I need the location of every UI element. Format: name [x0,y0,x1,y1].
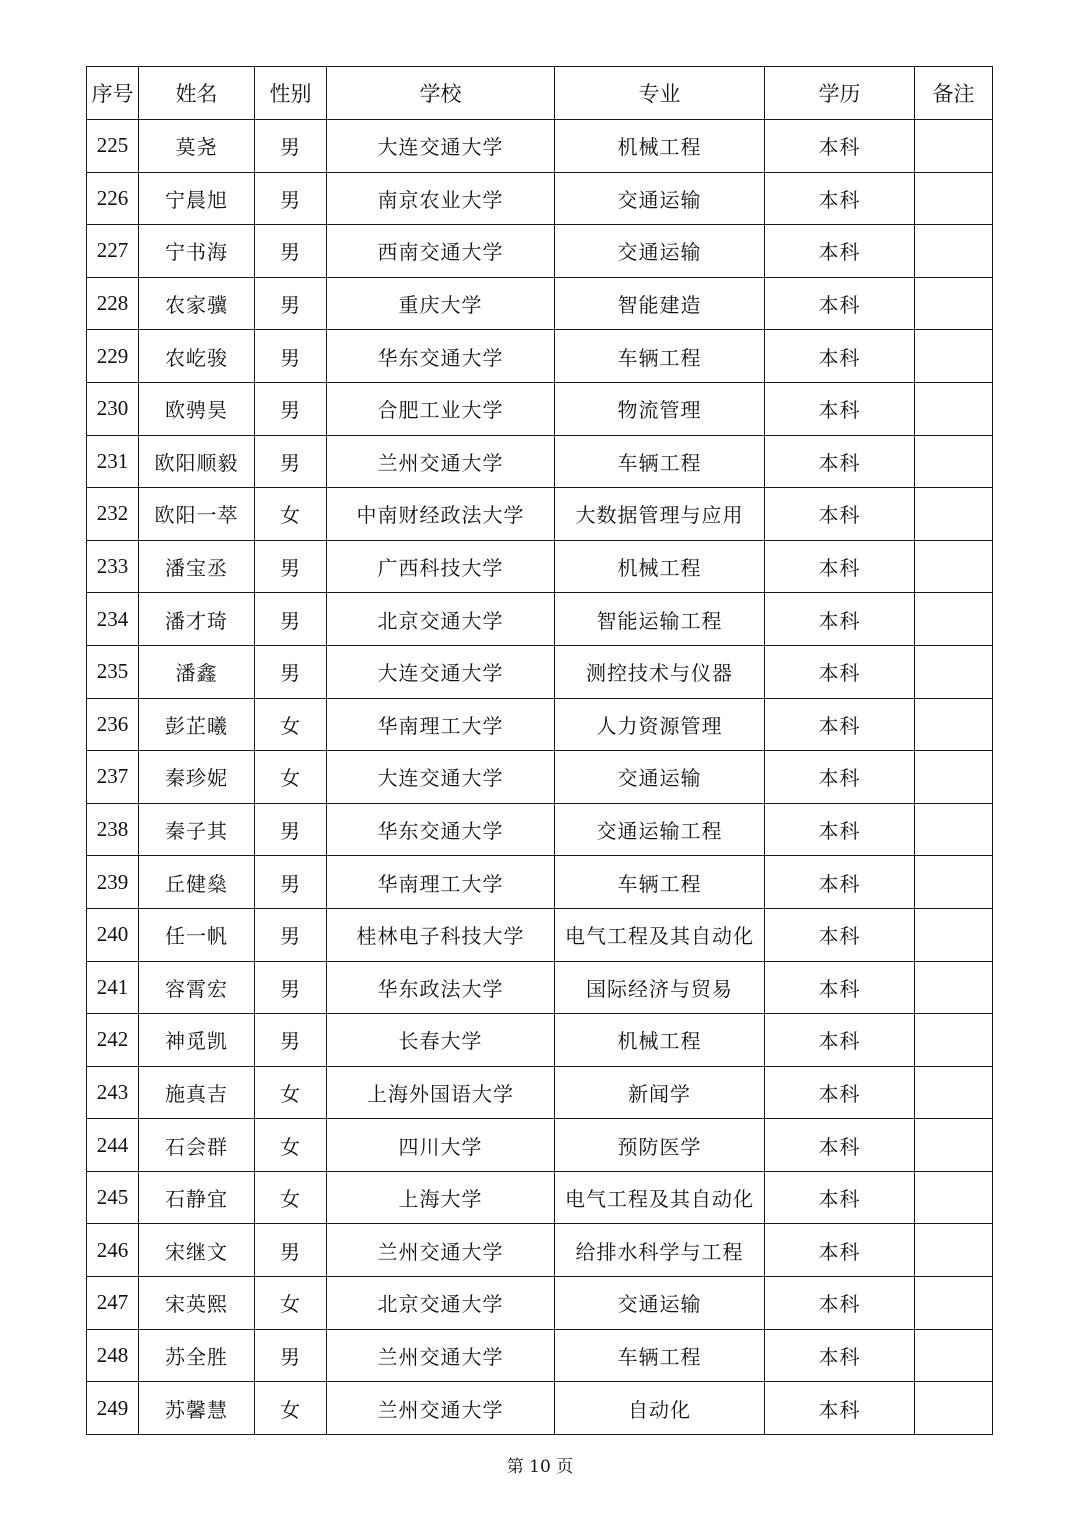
cell-major: 大数据管理与应用 [555,488,765,541]
cell-name: 农家骥 [139,277,255,330]
cell-gender: 男 [255,593,327,646]
cell-gender: 男 [255,120,327,173]
cell-major: 物流管理 [555,382,765,435]
cell-school: 合肥工业大学 [327,382,555,435]
cell-index: 247 [87,1277,139,1330]
table-row [87,540,993,593]
cell-remarks [915,751,993,804]
cell-index: 237 [87,751,139,804]
cell-school: 桂林电子科技大学 [327,908,555,961]
cell-school: 北京交通大学 [327,1277,555,1330]
cell-degree: 本科 [765,1014,915,1067]
table-row [87,488,993,541]
cell-school: 大连交通大学 [327,751,555,804]
cell-degree: 本科 [765,277,915,330]
cell-gender: 女 [255,1382,327,1435]
header-gender: 性别 [255,67,327,120]
cell-school: 大连交通大学 [327,645,555,698]
cell-name: 农屹骏 [139,330,255,383]
cell-degree: 本科 [765,120,915,173]
cell-remarks [915,330,993,383]
cell-degree: 本科 [765,593,915,646]
cell-remarks [915,645,993,698]
cell-name: 宋英熙 [139,1277,255,1330]
table-row [87,435,993,488]
cell-major: 车辆工程 [555,435,765,488]
cell-gender: 男 [255,225,327,278]
cell-remarks [915,856,993,909]
cell-remarks [915,1171,993,1224]
cell-school: 大连交通大学 [327,120,555,173]
table-row [87,803,993,856]
cell-major: 车辆工程 [555,1329,765,1382]
cell-index: 232 [87,488,139,541]
page-number: 第 10 页 [506,1457,574,1477]
cell-degree: 本科 [765,1329,915,1382]
cell-major: 机械工程 [555,120,765,173]
table-row [87,908,993,961]
cell-degree: 本科 [765,645,915,698]
cell-gender: 男 [255,330,327,383]
cell-major: 人力资源管理 [555,698,765,751]
cell-remarks [915,172,993,225]
cell-remarks [915,1066,993,1119]
cell-gender: 女 [255,1171,327,1224]
cell-name: 潘鑫 [139,645,255,698]
cell-index: 243 [87,1066,139,1119]
cell-name: 秦珍妮 [139,751,255,804]
cell-degree: 本科 [765,803,915,856]
cell-degree: 本科 [765,1066,915,1119]
header-degree: 学历 [765,67,915,120]
cell-name: 任一帆 [139,908,255,961]
table-header [87,67,993,120]
cell-school: 四川大学 [327,1119,555,1172]
cell-remarks [915,540,993,593]
cell-school: 华南理工大学 [327,856,555,909]
roster-table [86,66,993,1435]
cell-major: 国际经济与贸易 [555,961,765,1014]
cell-major: 交通运输 [555,1277,765,1330]
cell-major: 电气工程及其自动化 [555,908,765,961]
cell-index: 233 [87,540,139,593]
cell-major: 交通运输 [555,751,765,804]
table-row [87,382,993,435]
cell-index: 246 [87,1224,139,1277]
cell-major: 交通运输 [555,225,765,278]
cell-gender: 男 [255,961,327,1014]
cell-remarks [915,1277,993,1330]
cell-gender: 女 [255,488,327,541]
table-row [87,1171,993,1224]
cell-major: 智能建造 [555,277,765,330]
cell-name: 容霄宏 [139,961,255,1014]
cell-degree: 本科 [765,751,915,804]
cell-remarks [915,1014,993,1067]
cell-index: 244 [87,1119,139,1172]
cell-major: 交通运输 [555,172,765,225]
cell-gender: 男 [255,435,327,488]
cell-index: 230 [87,382,139,435]
cell-name: 莫尧 [139,120,255,173]
cell-major: 机械工程 [555,540,765,593]
cell-remarks [915,961,993,1014]
cell-name: 宁晨旭 [139,172,255,225]
table-row [87,1224,993,1277]
cell-remarks [915,908,993,961]
cell-school: 广西科技大学 [327,540,555,593]
cell-name: 丘健燊 [139,856,255,909]
cell-school: 中南财经政法大学 [327,488,555,541]
cell-name: 宋继文 [139,1224,255,1277]
cell-school: 华南理工大学 [327,698,555,751]
table-row [87,172,993,225]
cell-degree: 本科 [765,698,915,751]
cell-major: 给排水科学与工程 [555,1224,765,1277]
cell-major: 机械工程 [555,1014,765,1067]
cell-remarks [915,382,993,435]
cell-remarks [915,277,993,330]
header-row [87,67,993,120]
table-row [87,277,993,330]
header-major: 专业 [555,67,765,120]
cell-index: 249 [87,1382,139,1435]
cell-name: 彭芷曦 [139,698,255,751]
cell-degree: 本科 [765,540,915,593]
cell-degree: 本科 [765,172,915,225]
cell-name: 苏馨慧 [139,1382,255,1435]
cell-name: 神觅凯 [139,1014,255,1067]
cell-remarks [915,1119,993,1172]
table-body [87,120,993,1435]
cell-gender: 男 [255,1014,327,1067]
header-school: 学校 [327,67,555,120]
cell-gender: 男 [255,382,327,435]
cell-school: 兰州交通大学 [327,1382,555,1435]
cell-major: 预防医学 [555,1119,765,1172]
table-row [87,120,993,173]
cell-index: 225 [87,120,139,173]
cell-index: 229 [87,330,139,383]
cell-major: 车辆工程 [555,856,765,909]
cell-index: 239 [87,856,139,909]
table-row [87,698,993,751]
cell-name: 欧阳一萃 [139,488,255,541]
table-row [87,1014,993,1067]
cell-index: 231 [87,435,139,488]
cell-index: 248 [87,1329,139,1382]
cell-gender: 男 [255,645,327,698]
cell-remarks [915,698,993,751]
cell-gender: 男 [255,908,327,961]
table-row [87,225,993,278]
cell-degree: 本科 [765,1171,915,1224]
cell-remarks [915,803,993,856]
cell-gender: 男 [255,172,327,225]
cell-index: 242 [87,1014,139,1067]
cell-school: 华东交通大学 [327,330,555,383]
cell-remarks [915,120,993,173]
cell-name: 石会群 [139,1119,255,1172]
cell-gender: 女 [255,751,327,804]
cell-name: 欧骋昊 [139,382,255,435]
table-row [87,856,993,909]
cell-school: 兰州交通大学 [327,1329,555,1382]
cell-gender: 男 [255,540,327,593]
cell-gender: 女 [255,1119,327,1172]
cell-gender: 男 [255,803,327,856]
cell-school: 重庆大学 [327,277,555,330]
cell-remarks [915,1329,993,1382]
cell-remarks [915,1382,993,1435]
table-row [87,1066,993,1119]
header-index: 序号 [87,67,139,120]
cell-name: 欧阳顺毅 [139,435,255,488]
cell-index: 227 [87,225,139,278]
cell-degree: 本科 [765,1382,915,1435]
table-row [87,330,993,383]
cell-major: 智能运输工程 [555,593,765,646]
cell-degree: 本科 [765,1119,915,1172]
cell-school: 上海外国语大学 [327,1066,555,1119]
cell-index: 235 [87,645,139,698]
cell-degree: 本科 [765,961,915,1014]
cell-name: 宁书海 [139,225,255,278]
cell-remarks [915,1224,993,1277]
cell-name: 施真吉 [139,1066,255,1119]
cell-index: 241 [87,961,139,1014]
table-row [87,1329,993,1382]
table-row [87,645,993,698]
cell-gender: 男 [255,1224,327,1277]
cell-remarks [915,593,993,646]
cell-degree: 本科 [765,908,915,961]
cell-remarks [915,225,993,278]
cell-remarks [915,488,993,541]
cell-school: 北京交通大学 [327,593,555,646]
cell-name: 苏全胜 [139,1329,255,1382]
cell-degree: 本科 [765,382,915,435]
cell-index: 238 [87,803,139,856]
cell-index: 226 [87,172,139,225]
cell-name: 秦子其 [139,803,255,856]
cell-school: 华东交通大学 [327,803,555,856]
cell-name: 石静宜 [139,1171,255,1224]
cell-school: 长春大学 [327,1014,555,1067]
cell-major: 电气工程及其自动化 [555,1171,765,1224]
table-row [87,593,993,646]
cell-school: 西南交通大学 [327,225,555,278]
cell-name: 潘才琦 [139,593,255,646]
cell-school: 兰州交通大学 [327,435,555,488]
cell-index: 236 [87,698,139,751]
cell-gender: 女 [255,1277,327,1330]
cell-major: 车辆工程 [555,330,765,383]
cell-name: 潘宝丞 [139,540,255,593]
cell-gender: 女 [255,698,327,751]
cell-degree: 本科 [765,225,915,278]
cell-major: 交通运输工程 [555,803,765,856]
cell-gender: 男 [255,856,327,909]
cell-gender: 男 [255,277,327,330]
header-remarks: 备注 [915,67,993,120]
table-row [87,961,993,1014]
cell-index: 228 [87,277,139,330]
cell-degree: 本科 [765,330,915,383]
cell-gender: 男 [255,1329,327,1382]
cell-degree: 本科 [765,1277,915,1330]
cell-school: 上海大学 [327,1171,555,1224]
cell-school: 兰州交通大学 [327,1224,555,1277]
header-name: 姓名 [139,67,255,120]
cell-degree: 本科 [765,856,915,909]
table-row [87,751,993,804]
cell-major: 测控技术与仪器 [555,645,765,698]
cell-degree: 本科 [765,435,915,488]
table-row [87,1382,993,1435]
cell-degree: 本科 [765,1224,915,1277]
cell-school: 华东政法大学 [327,961,555,1014]
cell-index: 245 [87,1171,139,1224]
cell-gender: 女 [255,1066,327,1119]
cell-major: 新闻学 [555,1066,765,1119]
cell-school: 南京农业大学 [327,172,555,225]
cell-remarks [915,435,993,488]
cell-index: 234 [87,593,139,646]
cell-degree: 本科 [765,488,915,541]
cell-major: 自动化 [555,1382,765,1435]
table-row [87,1277,993,1330]
cell-index: 240 [87,908,139,961]
table-row [87,1119,993,1172]
